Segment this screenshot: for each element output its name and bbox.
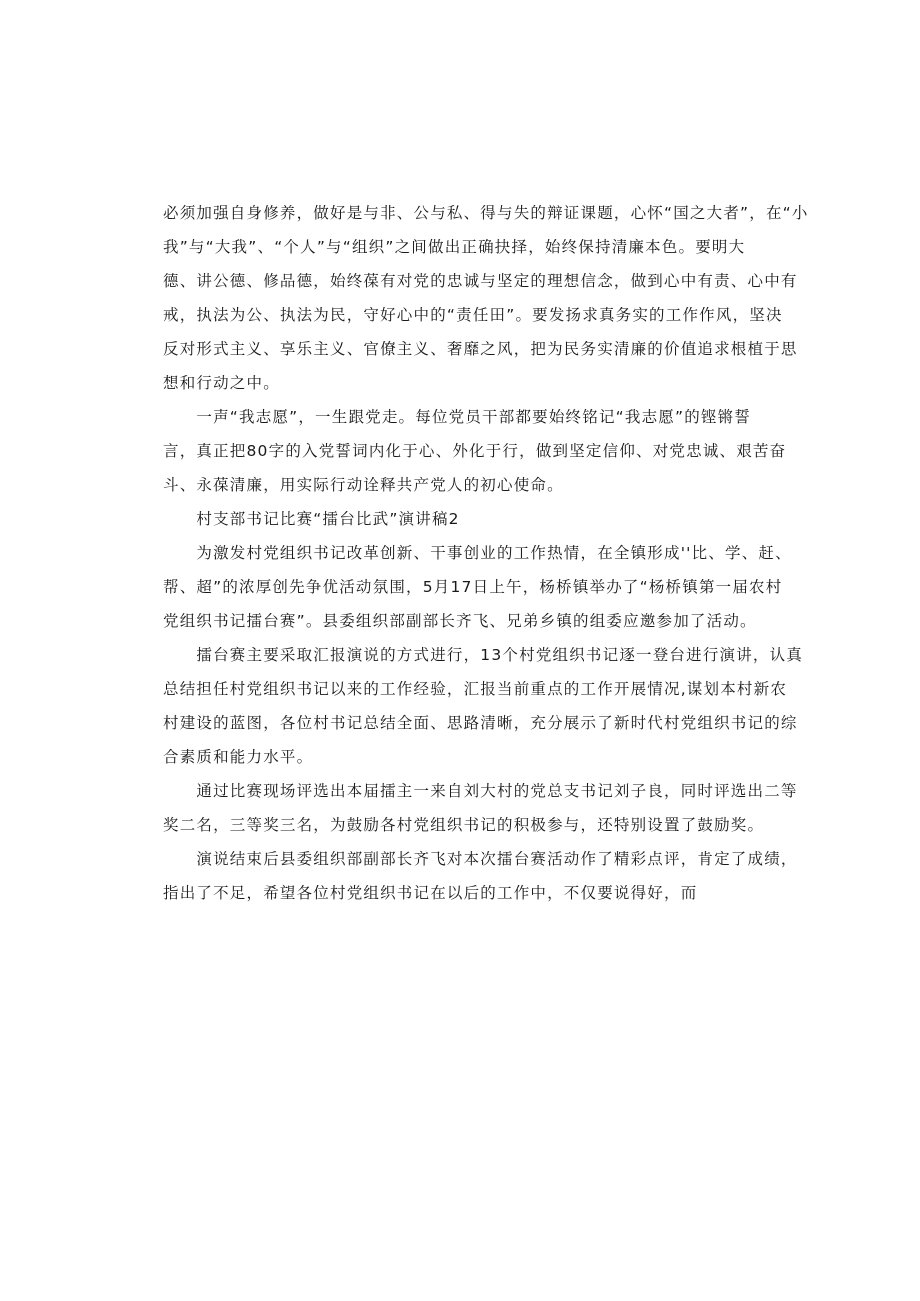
text-line: 总结担任村党组织书记以来的工作经验，汇报当前重点的工作开展情况,谋划本村新农 (163, 680, 788, 698)
text-line: 指出了不足，希望各位村党组织书记在以后的工作中，不仅要说得好，而 (163, 884, 698, 902)
text-line: 德、讲公德、修品德，始终葆有对党的忠诚与坚定的理想信念，做到心中有责、心中有 (163, 272, 798, 290)
document-body (163, 196, 809, 910)
paragraph-competition-format (163, 638, 804, 774)
text-line: 奖二名，三等奖三名，为鼓励各村党组织书记的积极参与，还特别设置了鼓励奖。 (163, 816, 765, 834)
text-line: 帮、超”的浓厚创先争优活动氛围，5月17日上午，杨桥镇举办了“杨桥镇第一届农村 (163, 578, 783, 596)
paragraph-results (163, 774, 798, 842)
text-line: 必须加强自身修养，做好是与非、公与私、得与失的辩证课题，心怀“国之大者”，在“小 (163, 204, 809, 222)
text-line: 斗、永葆清廉，用实际行动诠释共产党人的初心使命。 (163, 476, 564, 494)
section-heading (163, 502, 763, 536)
paragraph-event-intro (163, 536, 792, 638)
text-line: 擂台赛主要采取汇报演说的方式进行，13个村党组织书记逐一登台进行演讲，认真 (163, 646, 804, 664)
text-line: 通过比赛现场评选出本届擂主一来自刘大村的党总支书记刘子良，同时评选出二等 (163, 782, 798, 800)
section-title: 村支部书记比赛“擂台比武”演讲稿2 (163, 510, 460, 528)
text-line: 想和行动之中。 (163, 374, 280, 392)
text-line: 一声“我志愿”，一生跟党走。每位党员干部都要始终铭记“我志愿”的铿锵誓 (163, 408, 752, 426)
text-line: 反对形式主义、享乐主义、官僚主义、奢靡之风，把为民务实清廉的价值追求根植于思 (163, 340, 798, 358)
text-line: 村建设的蓝图，各位村书记总结全面、思路清晰，充分展示了新时代村党组织书记的综 (163, 714, 798, 732)
text-line: 演说结束后县委组织部副部长齐飞对本次擂台赛活动作了精彩点评，肯定了成绩， (163, 850, 798, 868)
text-line: 言，真正把80字的入党誓词内化于心、外化于行，做到坚定信仰、对党忠诚、艰苦奋 (163, 442, 787, 460)
text-line: 戒，执法为公、执法为民，守好心中的“责任田”。要发扬求真务实的工作作风，坚决 (163, 306, 783, 324)
text-line: 我”与“大我”、“个人”与“组织”之间做出正确抉择，始终保持清廉本色。要明大 (163, 238, 746, 256)
text-line: 党组织书记擂台赛”。县委组织部副部长齐飞、兄弟乡镇的组委应邀参加了活动。 (163, 612, 757, 630)
paragraph-integrity-cultivation (163, 196, 809, 400)
paragraph-closing-remarks (163, 842, 798, 910)
paragraph-i-volunteer (163, 400, 787, 502)
text-line: 合素质和能力水平。 (163, 748, 314, 766)
text-line: 为激发村党组织书记改革创新、干事创业的工作热情，在全镇形成''比、学、赶、 (163, 544, 792, 562)
